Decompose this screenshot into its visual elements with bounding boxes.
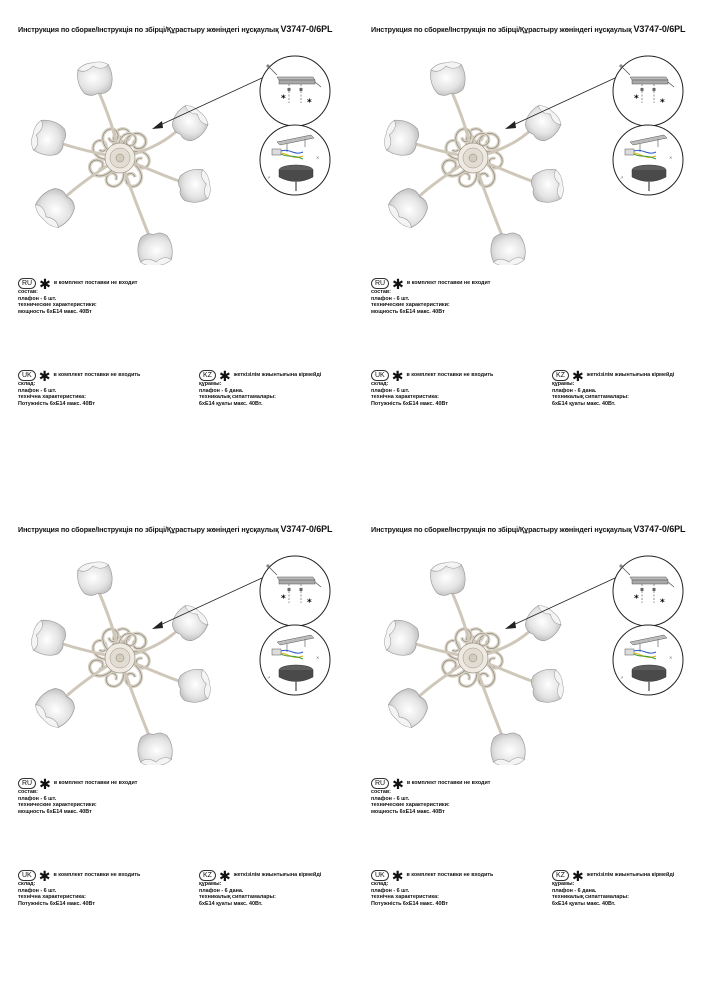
mounting-bracket-detail [612, 555, 684, 627]
mounting-bracket-detail [259, 55, 331, 127]
spec-line: техникалық сипаттамалары: [552, 894, 629, 901]
model-number: V3747-0/6PL [633, 524, 686, 534]
spec-line: Потужність 6хЕ14 макс. 40Вт [18, 900, 95, 907]
language-badge-uk: UK [371, 870, 389, 881]
asterisk-icon: ✱ [218, 868, 231, 884]
asterisk-icon: ✱ [571, 368, 584, 384]
spec-line: плафон - 6 шт. [18, 795, 57, 802]
spec-line: Потужність 6хЕ14 макс. 40Вт [371, 400, 448, 407]
spec-line: технические характеристики: [371, 802, 450, 809]
not-included-note: в комплект поставки не входить [406, 871, 494, 878]
kz-section [552, 869, 674, 907]
not-included-note: в комплект поставки не входит [53, 779, 138, 786]
instruction-panel [0, 0, 353, 500]
spec-line: плафон - 6 шт. [371, 295, 410, 302]
svg-text:*: * [307, 598, 312, 608]
spec-line: состав: [371, 789, 391, 795]
spec-lines [18, 381, 140, 407]
mounting-bracket-detail [612, 55, 684, 127]
asterisk-icon: ✱ [39, 276, 51, 292]
wiring-canopy-detail [259, 624, 331, 696]
spec-line: технічна характеристика: [18, 394, 86, 401]
not-included-note: в комплект поставки не входить [53, 871, 141, 878]
asterisk-icon: ✱ [391, 368, 404, 384]
not-included-note: жеткізілім жиынтығына кірмейді [233, 871, 322, 878]
spec-line: склад: [18, 381, 36, 387]
svg-text:×: × [669, 655, 673, 660]
spec-line: плафон - 6 шт. [371, 887, 410, 894]
spec-line: құрамы: [199, 381, 222, 387]
svg-text:×: × [316, 155, 320, 160]
asterisk-icon: ✱ [38, 368, 51, 384]
spec-line: склад: [18, 881, 36, 887]
spec-line: состав: [371, 289, 391, 295]
uk-section [371, 869, 493, 907]
spec-lines [199, 381, 321, 407]
svg-text:↗: ↗ [620, 175, 624, 180]
spec-line: плафон - 6 шт. [18, 887, 57, 894]
not-included-note: в комплект поставки не входит [53, 279, 138, 286]
title-text: Инструкция по сборке/Інструкція по збірці/Құрастыру жөніндегі нұсқаулық [18, 525, 281, 534]
language-badge-kz: KZ [552, 370, 569, 381]
language-badge-ru: RU [18, 278, 36, 289]
spec-line: мощность 6xE14 макс. 40Вт [371, 808, 445, 815]
spec-line: техникалық сипаттамалары: [199, 894, 276, 901]
spec-line: 6xE14 қуаты макс. 40Вт. [552, 900, 616, 907]
svg-text:*: * [660, 98, 665, 108]
wiring-canopy-detail [612, 624, 684, 696]
spec-line: плафон - 6 дана. [552, 387, 597, 394]
asterisk-icon: ✱ [392, 776, 404, 792]
ru-section [18, 777, 137, 815]
spec-lines [371, 381, 493, 407]
document-title [371, 24, 701, 34]
asterisk-icon: ✱ [38, 868, 51, 884]
spec-line: мощность 6xE14 макс. 40Вт [18, 308, 92, 315]
mounting-bracket-detail [259, 555, 331, 627]
not-included-note: в комплект поставки не входит [406, 779, 491, 786]
uk-section [371, 369, 493, 407]
svg-text:↗: ↗ [267, 675, 271, 680]
wiring-canopy-detail [612, 124, 684, 196]
spec-line: техникалық сипаттамалары: [552, 394, 629, 401]
language-badge-ru: RU [371, 278, 389, 289]
svg-text:*: * [660, 598, 665, 608]
uk-section [18, 369, 140, 407]
language-badge-uk: UK [371, 370, 389, 381]
spec-line: плафон - 6 дана. [199, 887, 244, 894]
instruction-panel [0, 500, 353, 1000]
language-badge-ru: RU [18, 778, 36, 789]
svg-text:×: × [316, 655, 320, 660]
asterisk-icon: ✱ [218, 368, 231, 384]
asterisk-icon: ✱ [571, 868, 584, 884]
kz-section [199, 369, 321, 407]
spec-line: техникалық сипаттамалары: [199, 394, 276, 401]
not-included-note: жеткізілім жиынтығына кірмейді [233, 371, 322, 378]
svg-text:*: * [634, 94, 639, 104]
spec-lines [371, 289, 490, 315]
svg-text:×: × [669, 155, 673, 160]
spec-line: технические характеристики: [18, 302, 97, 309]
svg-text:*: * [281, 94, 286, 104]
spec-lines [18, 289, 137, 315]
spec-line: 6xE14 қуаты макс. 40Вт. [199, 900, 263, 907]
spec-line: технічна характеристика: [371, 894, 439, 901]
asterisk-icon: ✱ [391, 868, 404, 884]
spec-line: 6xE14 қуаты макс. 40Вт. [552, 400, 616, 407]
spec-line: плафон - 6 шт. [371, 795, 410, 802]
svg-text:*: * [307, 98, 312, 108]
spec-lines [552, 381, 674, 407]
spec-line: плафон - 6 дана. [199, 387, 244, 394]
not-included-note: жеткізілім жиынтығына кірмейді [586, 871, 675, 878]
spec-line: мощность 6xE14 макс. 40Вт [18, 808, 92, 815]
spec-line: состав: [18, 289, 38, 295]
spec-lines [18, 789, 137, 815]
ru-section [371, 277, 490, 315]
spec-line: склад: [371, 381, 389, 387]
kz-section [552, 369, 674, 407]
spec-line: технічна характеристика: [371, 394, 439, 401]
spec-line: состав: [18, 789, 38, 795]
spec-line: құрамы: [552, 381, 575, 387]
model-number: V3747-0/6PL [633, 24, 686, 34]
not-included-note: в комплект поставки не входить [406, 371, 494, 378]
spec-line: Потужність 6хЕ14 макс. 40Вт [371, 900, 448, 907]
callout-arrow [150, 75, 270, 135]
spec-lines [371, 789, 490, 815]
title-text: Инструкция по сборке/Інструкція по збірці/Құрастыру жөніндегі нұсқаулық [18, 25, 281, 34]
title-text: Инструкция по сборке/Інструкція по збірці/Құрастыру жөніндегі нұсқаулық [371, 25, 634, 34]
svg-text:↗: ↗ [267, 175, 271, 180]
spec-line: технические характеристики: [371, 302, 450, 309]
wiring-canopy-detail [259, 124, 331, 196]
language-badge-uk: UK [18, 870, 36, 881]
language-badge-uk: UK [18, 370, 36, 381]
spec-line: склад: [371, 881, 389, 887]
ru-section [18, 277, 137, 315]
spec-line: құрамы: [199, 881, 222, 887]
callout-arrow [150, 575, 270, 635]
spec-line: технічна характеристика: [18, 894, 86, 901]
not-included-note: жеткізілім жиынтығына кірмейді [586, 371, 675, 378]
spec-lines [18, 881, 140, 907]
spec-lines [371, 881, 493, 907]
not-included-note: в комплект поставки не входит [406, 279, 491, 286]
not-included-note: в комплект поставки не входить [53, 371, 141, 378]
document-title [371, 524, 701, 534]
callout-arrow [503, 75, 623, 135]
asterisk-icon: ✱ [39, 776, 51, 792]
language-badge-ru: RU [371, 778, 389, 789]
callout-arrow [503, 575, 623, 635]
spec-line: плафон - 6 шт. [18, 295, 57, 302]
spec-line: құрамы: [552, 881, 575, 887]
spec-line: 6xE14 қуаты макс. 40Вт. [199, 400, 263, 407]
language-badge-kz: KZ [552, 870, 569, 881]
language-badge-kz: KZ [199, 370, 216, 381]
document-title [18, 524, 348, 534]
spec-lines [199, 881, 321, 907]
spec-line: Потужність 6хЕ14 макс. 40Вт [18, 400, 95, 407]
spec-line: плафон - 6 дана. [552, 887, 597, 894]
svg-text:↗: ↗ [620, 675, 624, 680]
svg-text:*: * [281, 594, 286, 604]
title-text: Инструкция по сборке/Інструкція по збірці/Құрастыру жөніндегі нұсқаулық [371, 525, 634, 534]
uk-section [18, 869, 140, 907]
spec-line: технические характеристики: [18, 802, 97, 809]
svg-text:*: * [634, 594, 639, 604]
kz-section [199, 869, 321, 907]
spec-line: мощность 6xE14 макс. 40Вт [371, 308, 445, 315]
ru-section [371, 777, 490, 815]
instruction-panel [353, 0, 706, 500]
document-title [18, 24, 348, 34]
spec-line: плафон - 6 шт. [18, 387, 57, 394]
model-number: V3747-0/6PL [280, 24, 333, 34]
asterisk-icon: ✱ [392, 276, 404, 292]
spec-lines [552, 881, 674, 907]
model-number: V3747-0/6PL [280, 524, 333, 534]
instruction-panel [353, 500, 706, 1000]
spec-line: плафон - 6 шт. [371, 387, 410, 394]
language-badge-kz: KZ [199, 870, 216, 881]
